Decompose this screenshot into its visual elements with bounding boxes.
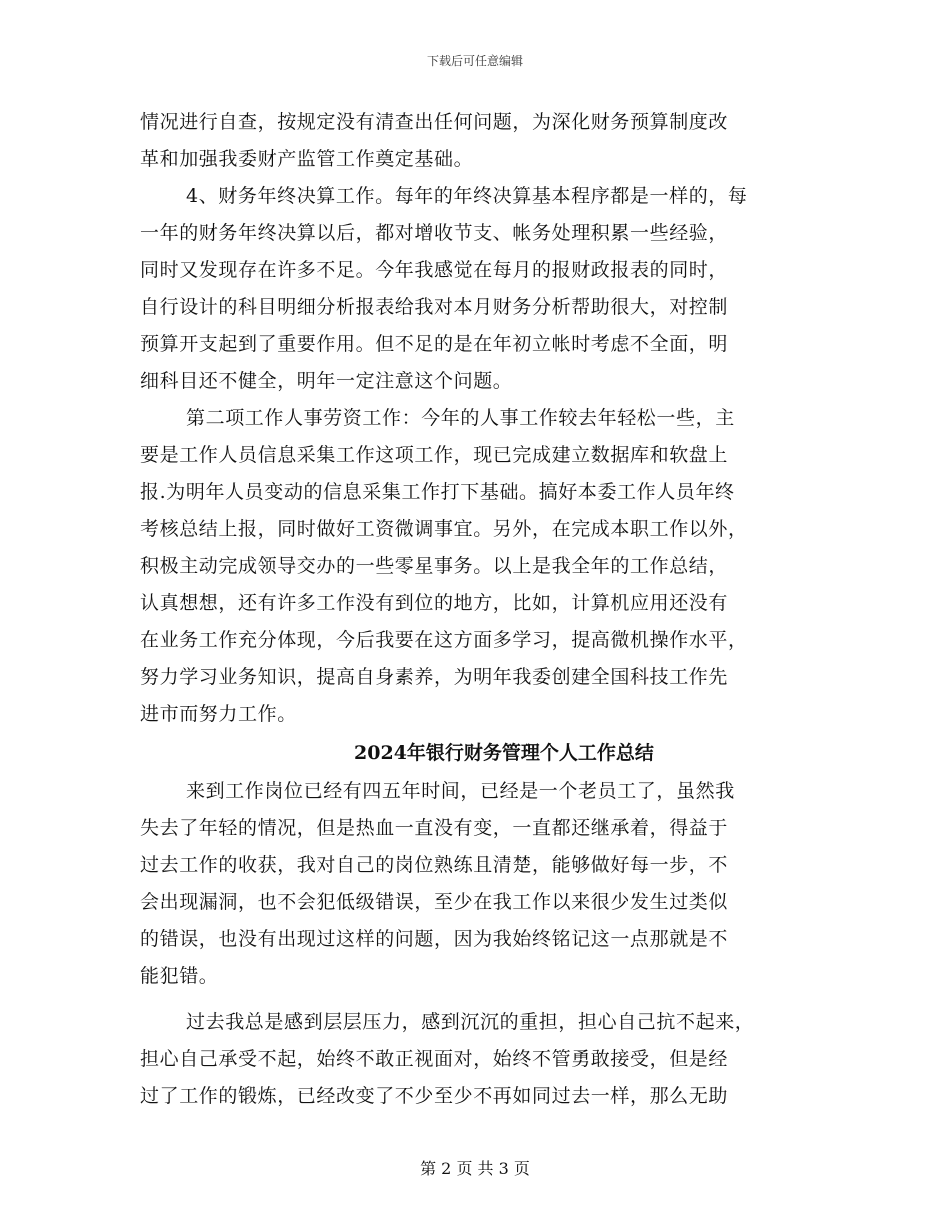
text-line: 自行设计的科目明细分析报表给我对本月财务分析帮助很大，对控制 [140,296,729,318]
text-line: 进市而努力工作。 [140,703,297,725]
document-body [140,104,808,1115]
page-header-note: 下载后可任意编辑 [426,54,523,68]
text-line: 过去工作的收获，我对自己的岗位熟练且清楚，能够做好每一步，不 [140,854,729,876]
text-line: 革和加强我委财产监管工作奠定基础。 [140,148,474,170]
text-line: 过了工作的锻炼，已经改变了不少至少不再如同过去一样，那么无助 [140,1085,729,1107]
text-line: 细科目还不健全，明年一定注意这个问题。 [140,370,513,392]
text-line: 过去我总是感到层层压力，感到沉沉的重担，担心自己抗不起来， [186,1011,755,1033]
text-line: 第二项工作人事劳资工作：今年的人事工作较去年轻松一些，主 [186,407,735,429]
text-line: 报.为明年人员变动的信息采集工作打下基础。搞好本委工作人员年终 [140,481,735,503]
text-line: 努力学习业务知识，提高自身素养，为明年我委创建全国科技工作先 [140,666,729,688]
text-line: 要是工作人员信息采集工作这项工作，现已完成建立数据库和软盘上 [140,444,729,466]
text-line: 能犯错。 [140,965,219,987]
text-line: 会出现漏洞，也不会犯低级错误，至少在我工作以来很少发生过类似 [140,891,729,913]
text-line: 的错误，也没有出现过这样的问题，因为我始终铭记这一点那就是不 [140,928,729,950]
text-line: 在业务工作充分体现，今后我要在这方面多学习，提高微机操作水平， [140,629,748,651]
text-line: 来到工作岗位已经有四五年时间，已经是一个老员工了，虽然我 [186,780,735,802]
text-line: 预算开支起到了重要作用。但不足的是在年初立帐时考虑不全面，明 [140,333,729,355]
text-line: 同时又发现存在许多不足。今年我感觉在每月的报财政报表的同时， [140,259,729,281]
text-line: 一年的财务年终决算以后，都对增收节支、帐务处理积累一些经验， [140,222,729,244]
text-line: 4、财务年终决算工作。每年的年终决算基本程序都是一样的，每 [186,185,748,207]
text-line: 认真想想，还有许多工作没有到位的地方，比如，计算机应用还没有 [140,592,729,614]
text-line: 失去了年轻的情况，但是热血一直没有变，一直都还继承着，得益于 [140,817,729,839]
text-line: 担心自己承受不起，始终不敢正视面对，始终不管勇敢接受，但是经 [140,1048,729,1070]
page-footer-page-number: 第 2 页 共 3 页 [420,1159,530,1178]
paragraph-gap [140,995,808,1004]
section-title: 2024年银行财务管理个人工作总结 [354,742,654,764]
text-line: 积极主动完成领导交办的一些零星事务。以上是我全年的工作总结， [140,555,729,577]
text-line: 情况进行自查，按规定没有清查出任何问题，为深化财务预算制度改 [140,111,729,133]
text-line: 考核总结上报，同时做好工资微调事宜。另外，在完成本职工作以外， [140,518,748,540]
